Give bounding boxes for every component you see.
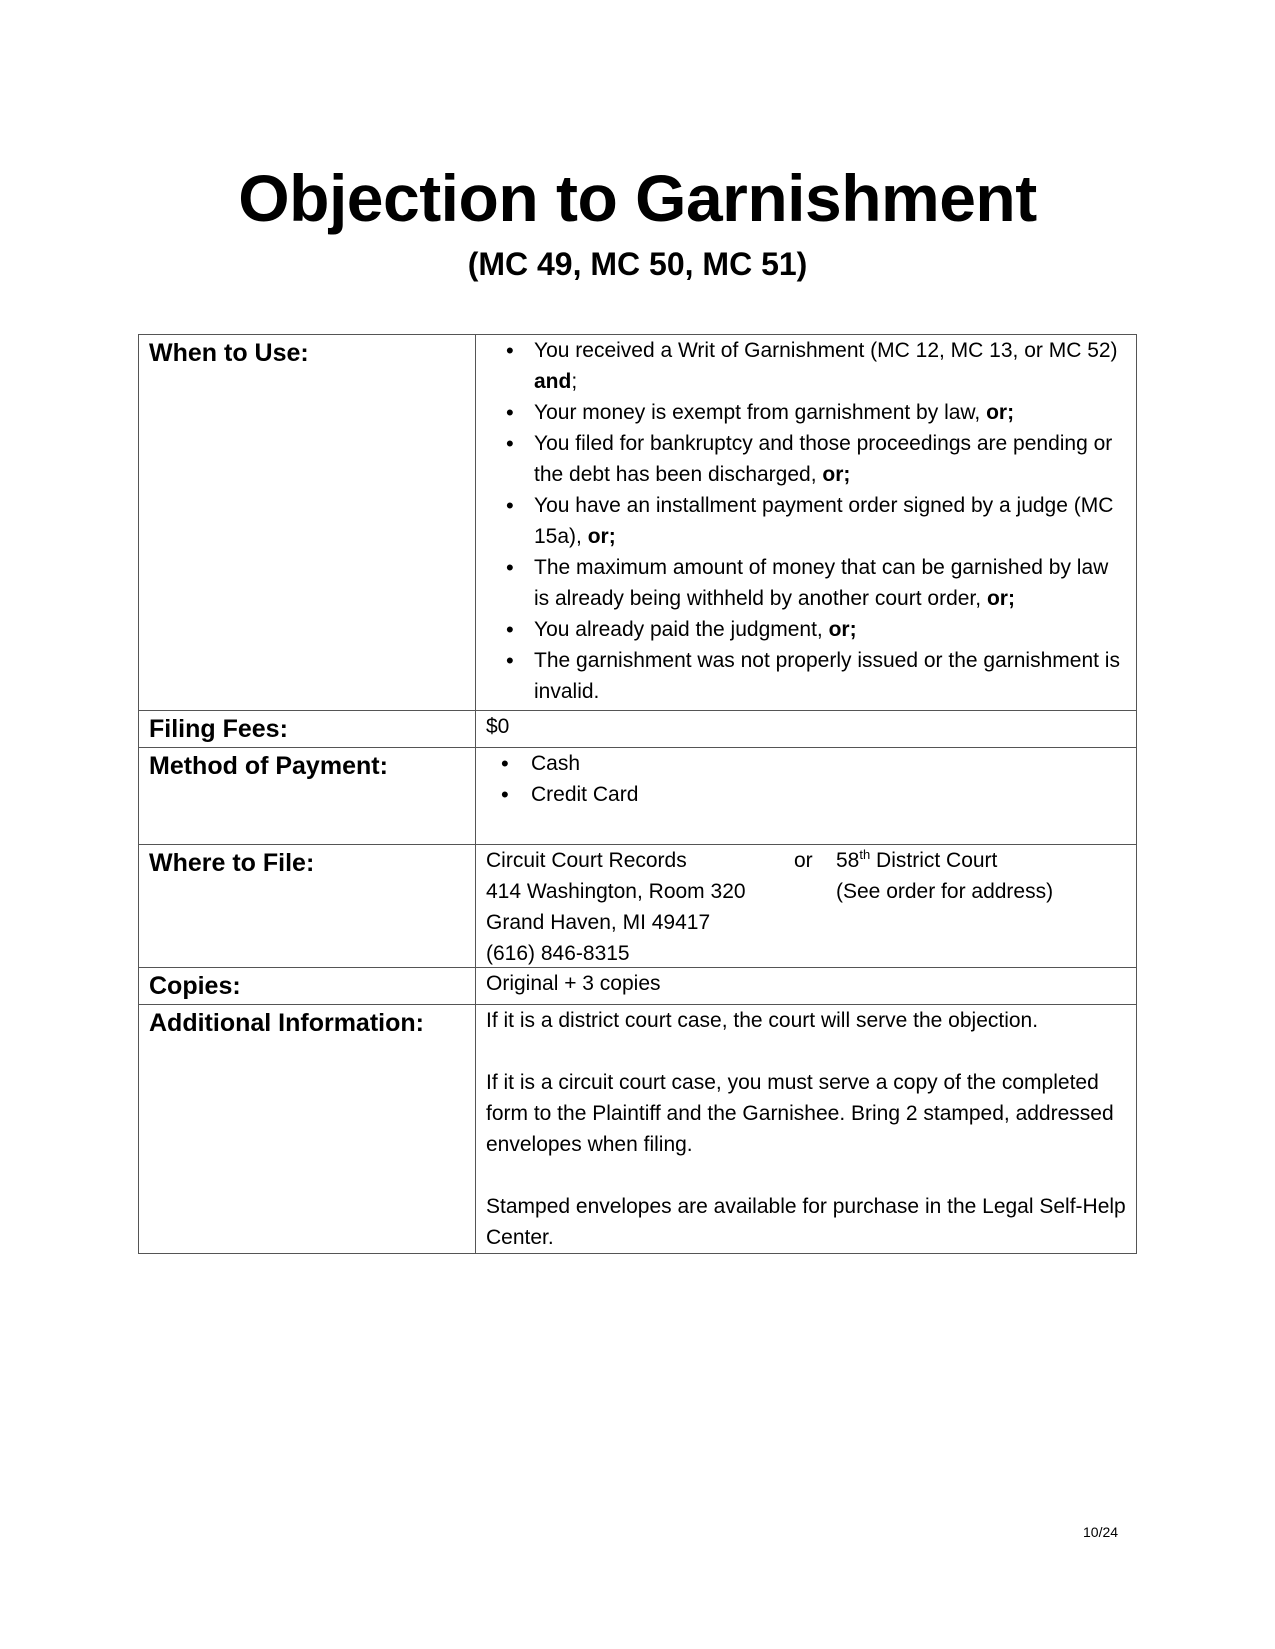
circuit-court-address: Circuit Court Records 414 Washington, Room 320 Grand Haven, MI 49417 (616) 846-8315 [486, 849, 746, 965]
list-item: • Your money is exempt from garnishment by law, or; [486, 397, 1126, 428]
row-value: Original + 3 copies [476, 968, 1137, 1005]
row-label: Filing Fees: [139, 711, 476, 748]
paragraph: Stamped envelopes are available for purchase in the Legal Self-Help Center. [486, 1195, 1126, 1249]
table-row-filing-fees [139, 711, 1137, 748]
row-value [476, 845, 1137, 968]
row-label: Method of Payment: [139, 748, 476, 845]
table-row-where-to-file [139, 845, 1137, 968]
list-item: • You already paid the judgment, or; [486, 614, 1126, 645]
paragraph: If it is a circuit court case, you must serve a copy of the completed form to the Plaintiff and the Garnishee. Bring 2 stamped, addressed envelopes when filing. [486, 1071, 1114, 1156]
payment-methods-list [486, 748, 1126, 810]
table-row-additional-information [139, 1005, 1137, 1254]
paragraph: If it is a district court case, the court will serve the objection. [486, 1009, 1039, 1032]
list-item: • The maximum amount of money that can be garnished by law is already being withheld by another court order, or; [486, 552, 1126, 614]
table-row-method-of-payment [139, 748, 1137, 845]
info-table [138, 334, 1137, 1254]
page-number: 10/24 [1083, 1524, 1119, 1540]
district-court-address: 58th District Court (See order for address) [836, 847, 1054, 903]
list-item: • Cash [486, 748, 1126, 779]
row-value [476, 335, 1137, 711]
row-label: Where to File: [139, 845, 476, 968]
when-to-use-list [486, 335, 1126, 707]
row-label: Additional Information: [139, 1005, 476, 1254]
row-value [476, 748, 1137, 845]
list-item: • You have an installment payment order signed by a judge (MC 15a), or; [486, 490, 1126, 552]
row-label: Copies: [139, 968, 476, 1005]
table-row-when-to-use [139, 335, 1137, 711]
table-row-copies [139, 968, 1137, 1005]
list-item: • You filed for bankruptcy and those proceedings are pending or the debt has been discharged, or; [486, 428, 1126, 490]
row-value: $0 [476, 711, 1137, 748]
list-item: • The garnishment was not properly issued or the garnishment is invalid. [486, 645, 1126, 707]
row-value [476, 1005, 1137, 1254]
row-label: When to Use: [139, 335, 476, 711]
page-subtitle: (MC 49, MC 50, MC 51) [467, 246, 808, 282]
or-separator: or [794, 849, 813, 872]
list-item: • Credit Card [486, 779, 1126, 810]
page-title: Objection to Garnishment [238, 161, 1037, 235]
list-item: • You received a Writ of Garnishment (MC 12, MC 13, or MC 52) and; [486, 335, 1126, 397]
